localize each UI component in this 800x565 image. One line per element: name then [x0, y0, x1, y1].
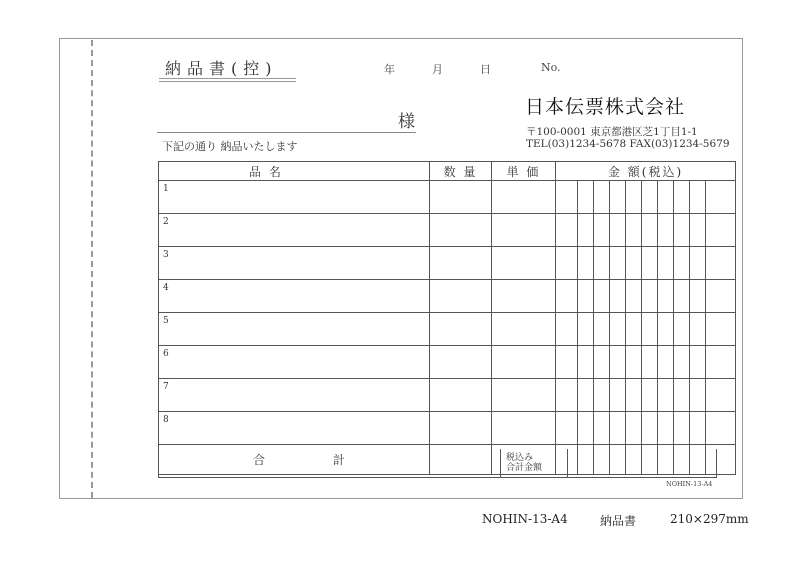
- price-cell: [492, 412, 556, 445]
- table-row: [159, 313, 736, 346]
- perforation-line: [91, 40, 93, 498]
- qty-cell: [430, 346, 492, 379]
- row-number: 2: [159, 214, 430, 247]
- qty-cell: [430, 379, 492, 412]
- header-amount: 金 額(税込): [556, 162, 736, 181]
- total-label-part-2: 計: [332, 453, 345, 467]
- form-code-small: NOHIN-13-A4: [666, 480, 713, 488]
- title-underline-2: [159, 81, 296, 82]
- title-underline: [159, 78, 296, 79]
- price-cell: [492, 247, 556, 280]
- product-size: 210×297mm: [670, 512, 749, 526]
- company-tel-fax: TEL(03)1234-5678 FAX(03)1234-5679: [526, 138, 730, 150]
- qty-cell: [430, 412, 492, 445]
- table-row: [159, 181, 736, 214]
- document-title: 納品書(控): [165, 59, 278, 78]
- tax-total-label: 税込み 合計金額: [506, 453, 543, 473]
- price-cell: [492, 280, 556, 313]
- price-cell: [492, 181, 556, 214]
- customer-name-line: [157, 132, 416, 133]
- row-number: 4: [159, 280, 430, 313]
- row-number: 5: [159, 313, 430, 346]
- items-table: [158, 161, 736, 475]
- table-row: [159, 412, 736, 445]
- price-cell: [492, 379, 556, 412]
- table-row: [159, 346, 736, 379]
- price-cell: [492, 214, 556, 247]
- table-row: [159, 280, 736, 313]
- company-address: 〒100-0001 東京都港区芝1丁目1-1: [526, 126, 698, 138]
- table-header-row: [159, 162, 736, 181]
- date-month-label: 月: [432, 63, 443, 76]
- qty-cell: [430, 214, 492, 247]
- qty-cell: [430, 181, 492, 214]
- header-unit-price: 単 価: [492, 162, 556, 181]
- tax-total-box: [158, 449, 717, 478]
- row-number: 6: [159, 346, 430, 379]
- price-cell: [492, 313, 556, 346]
- header-item-name: 品 名: [159, 162, 430, 181]
- row-number: 7: [159, 379, 430, 412]
- product-code: NOHIN-13-A4: [482, 512, 568, 526]
- qty-cell: [430, 280, 492, 313]
- number-label: No.: [541, 61, 561, 74]
- date-year-label: 年: [384, 63, 395, 76]
- table-row: [159, 214, 736, 247]
- row-number: 8: [159, 412, 430, 445]
- intro-text: 下記の通り 納品いたします: [162, 140, 298, 153]
- table-row: [159, 247, 736, 280]
- price-cell: [492, 346, 556, 379]
- qty-cell: [430, 313, 492, 346]
- date-day-label: 日: [480, 63, 491, 76]
- row-number: 1: [159, 181, 430, 214]
- product-name: 納品書: [600, 514, 637, 528]
- total-label-part-1: 合: [252, 453, 265, 467]
- honorific-label: 様: [398, 112, 415, 132]
- header-quantity: 数 量: [430, 162, 492, 181]
- company-name: 日本伝票株式会社: [525, 96, 686, 118]
- qty-cell: [430, 247, 492, 280]
- row-number: 3: [159, 247, 430, 280]
- table-row: [159, 379, 736, 412]
